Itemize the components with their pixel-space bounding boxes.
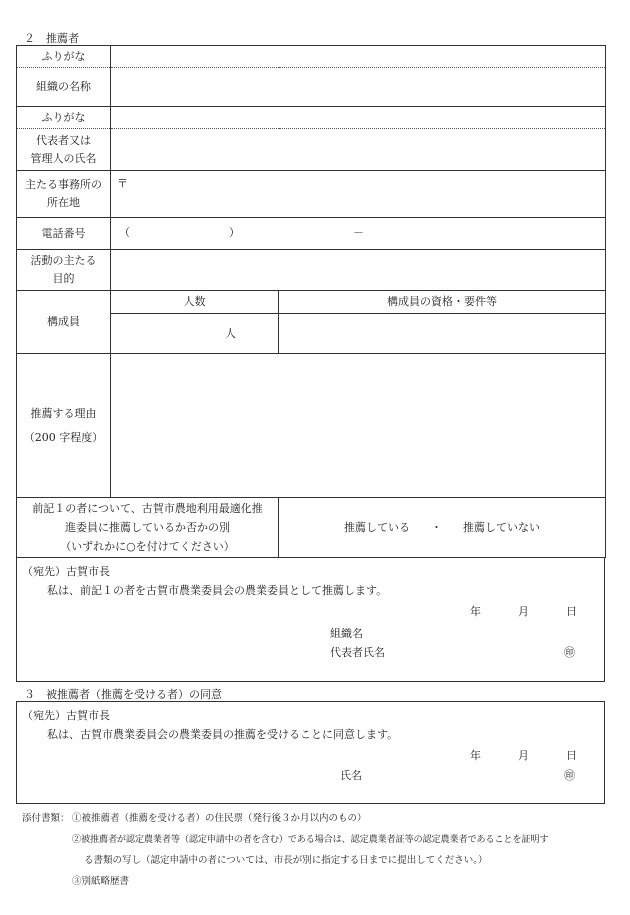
rep-name-label: 代表者又は 管理人の氏名 (17, 129, 111, 171)
section-2-heading: ２ 推薦者 (24, 32, 79, 45)
phone-dash: － (353, 226, 364, 239)
member-count-unit: 人 (225, 326, 236, 340)
office-address-label: 主たる事務所の 所在地 (17, 171, 111, 218)
decl2-day: 日 (566, 749, 577, 762)
attachment-item-3: ③別紙略歴書 (72, 876, 130, 887)
rep-furigana-field[interactable] (111, 107, 606, 129)
choice-separator: ・ (431, 520, 442, 534)
decl1-day: 日 (566, 605, 577, 618)
member-qualification-header: 構成員の資格・要件等 (279, 291, 606, 314)
section-3-heading: ３ 被推薦者（推薦を受ける者）の同意 (24, 688, 222, 701)
purpose-field[interactable] (111, 250, 606, 291)
furigana-label-2: ふりがな (17, 107, 111, 129)
furigana-label-1: ふりがな (17, 46, 111, 68)
decl2-seal-icon: ㊞ (564, 769, 575, 782)
decl2-addressee: （宛先）古賀市長 (22, 709, 110, 722)
decl1-statement: 私は、前記１の者を古賀市農業委員会の農業委員として推薦します。 (47, 584, 388, 597)
org-furigana-field[interactable] (111, 46, 606, 68)
office-address-field[interactable] (111, 171, 606, 218)
attachment-item-2-cont: る書類の写し（認定申請中の者については、市長が別に指定する日までに提出してください。） (84, 855, 488, 866)
decl1-org-label: 組織名 (330, 627, 363, 640)
decl1-month: 月 (518, 605, 529, 618)
rep-name-field[interactable] (111, 129, 606, 171)
decl2-month: 月 (518, 749, 529, 762)
decl1-addressee: （宛先）古賀市長 (22, 565, 110, 578)
decl1-year: 年 (470, 605, 481, 618)
attachments-label: 添付書類： (22, 813, 70, 824)
recommendation-status-question: 前記１の者について、古賀市農地利用最適化推 進委員に推薦しているか否かの別 （いずれかに○を付けてください） (17, 498, 279, 558)
reason-field[interactable] (111, 354, 606, 498)
phone-close-paren: ） (229, 226, 240, 239)
decl2-name-label: 氏名 (340, 769, 362, 782)
phone-field[interactable] (111, 218, 606, 250)
org-name-label: 組織の名称 (17, 68, 111, 107)
purpose-label: 活動の主たる 目的 (17, 250, 111, 291)
decl2-statement: 私は、古賀市農業委員会の農業委員の推薦を受けることに同意します。 (47, 728, 399, 741)
choice-recommending[interactable]: 推薦している (344, 520, 410, 534)
decl2-year: 年 (470, 749, 481, 762)
phone-label: 電話番号 (17, 218, 111, 250)
attachment-item-2: ②被推薦者が認定農業者等（認定申請中の者を含む）である場合は、認定農業者証等の認定農業者であることを証明す (72, 834, 549, 845)
postal-mark: 〒 (117, 177, 128, 190)
member-qualification-field[interactable] (279, 314, 606, 354)
reason-label: 推薦する理由 （200 字程度） (17, 354, 111, 498)
phone-open-paren: （ (119, 226, 130, 239)
members-label: 構成員 (17, 291, 111, 354)
decl1-seal-icon: ㊞ (564, 646, 575, 659)
recommender-form-table (16, 45, 606, 558)
recommendation-status-choice[interactable] (279, 498, 606, 558)
org-name-field[interactable] (111, 68, 606, 107)
choice-not-recommending[interactable]: 推薦していない (463, 520, 540, 534)
attachment-item-1: ①被推薦者（推薦を受ける者）の住民票（発行後３か月以内のもの） (72, 813, 367, 824)
decl1-rep-label: 代表者氏名 (330, 646, 385, 659)
member-count-field[interactable] (111, 314, 279, 354)
member-count-header: 人数 (111, 291, 279, 314)
